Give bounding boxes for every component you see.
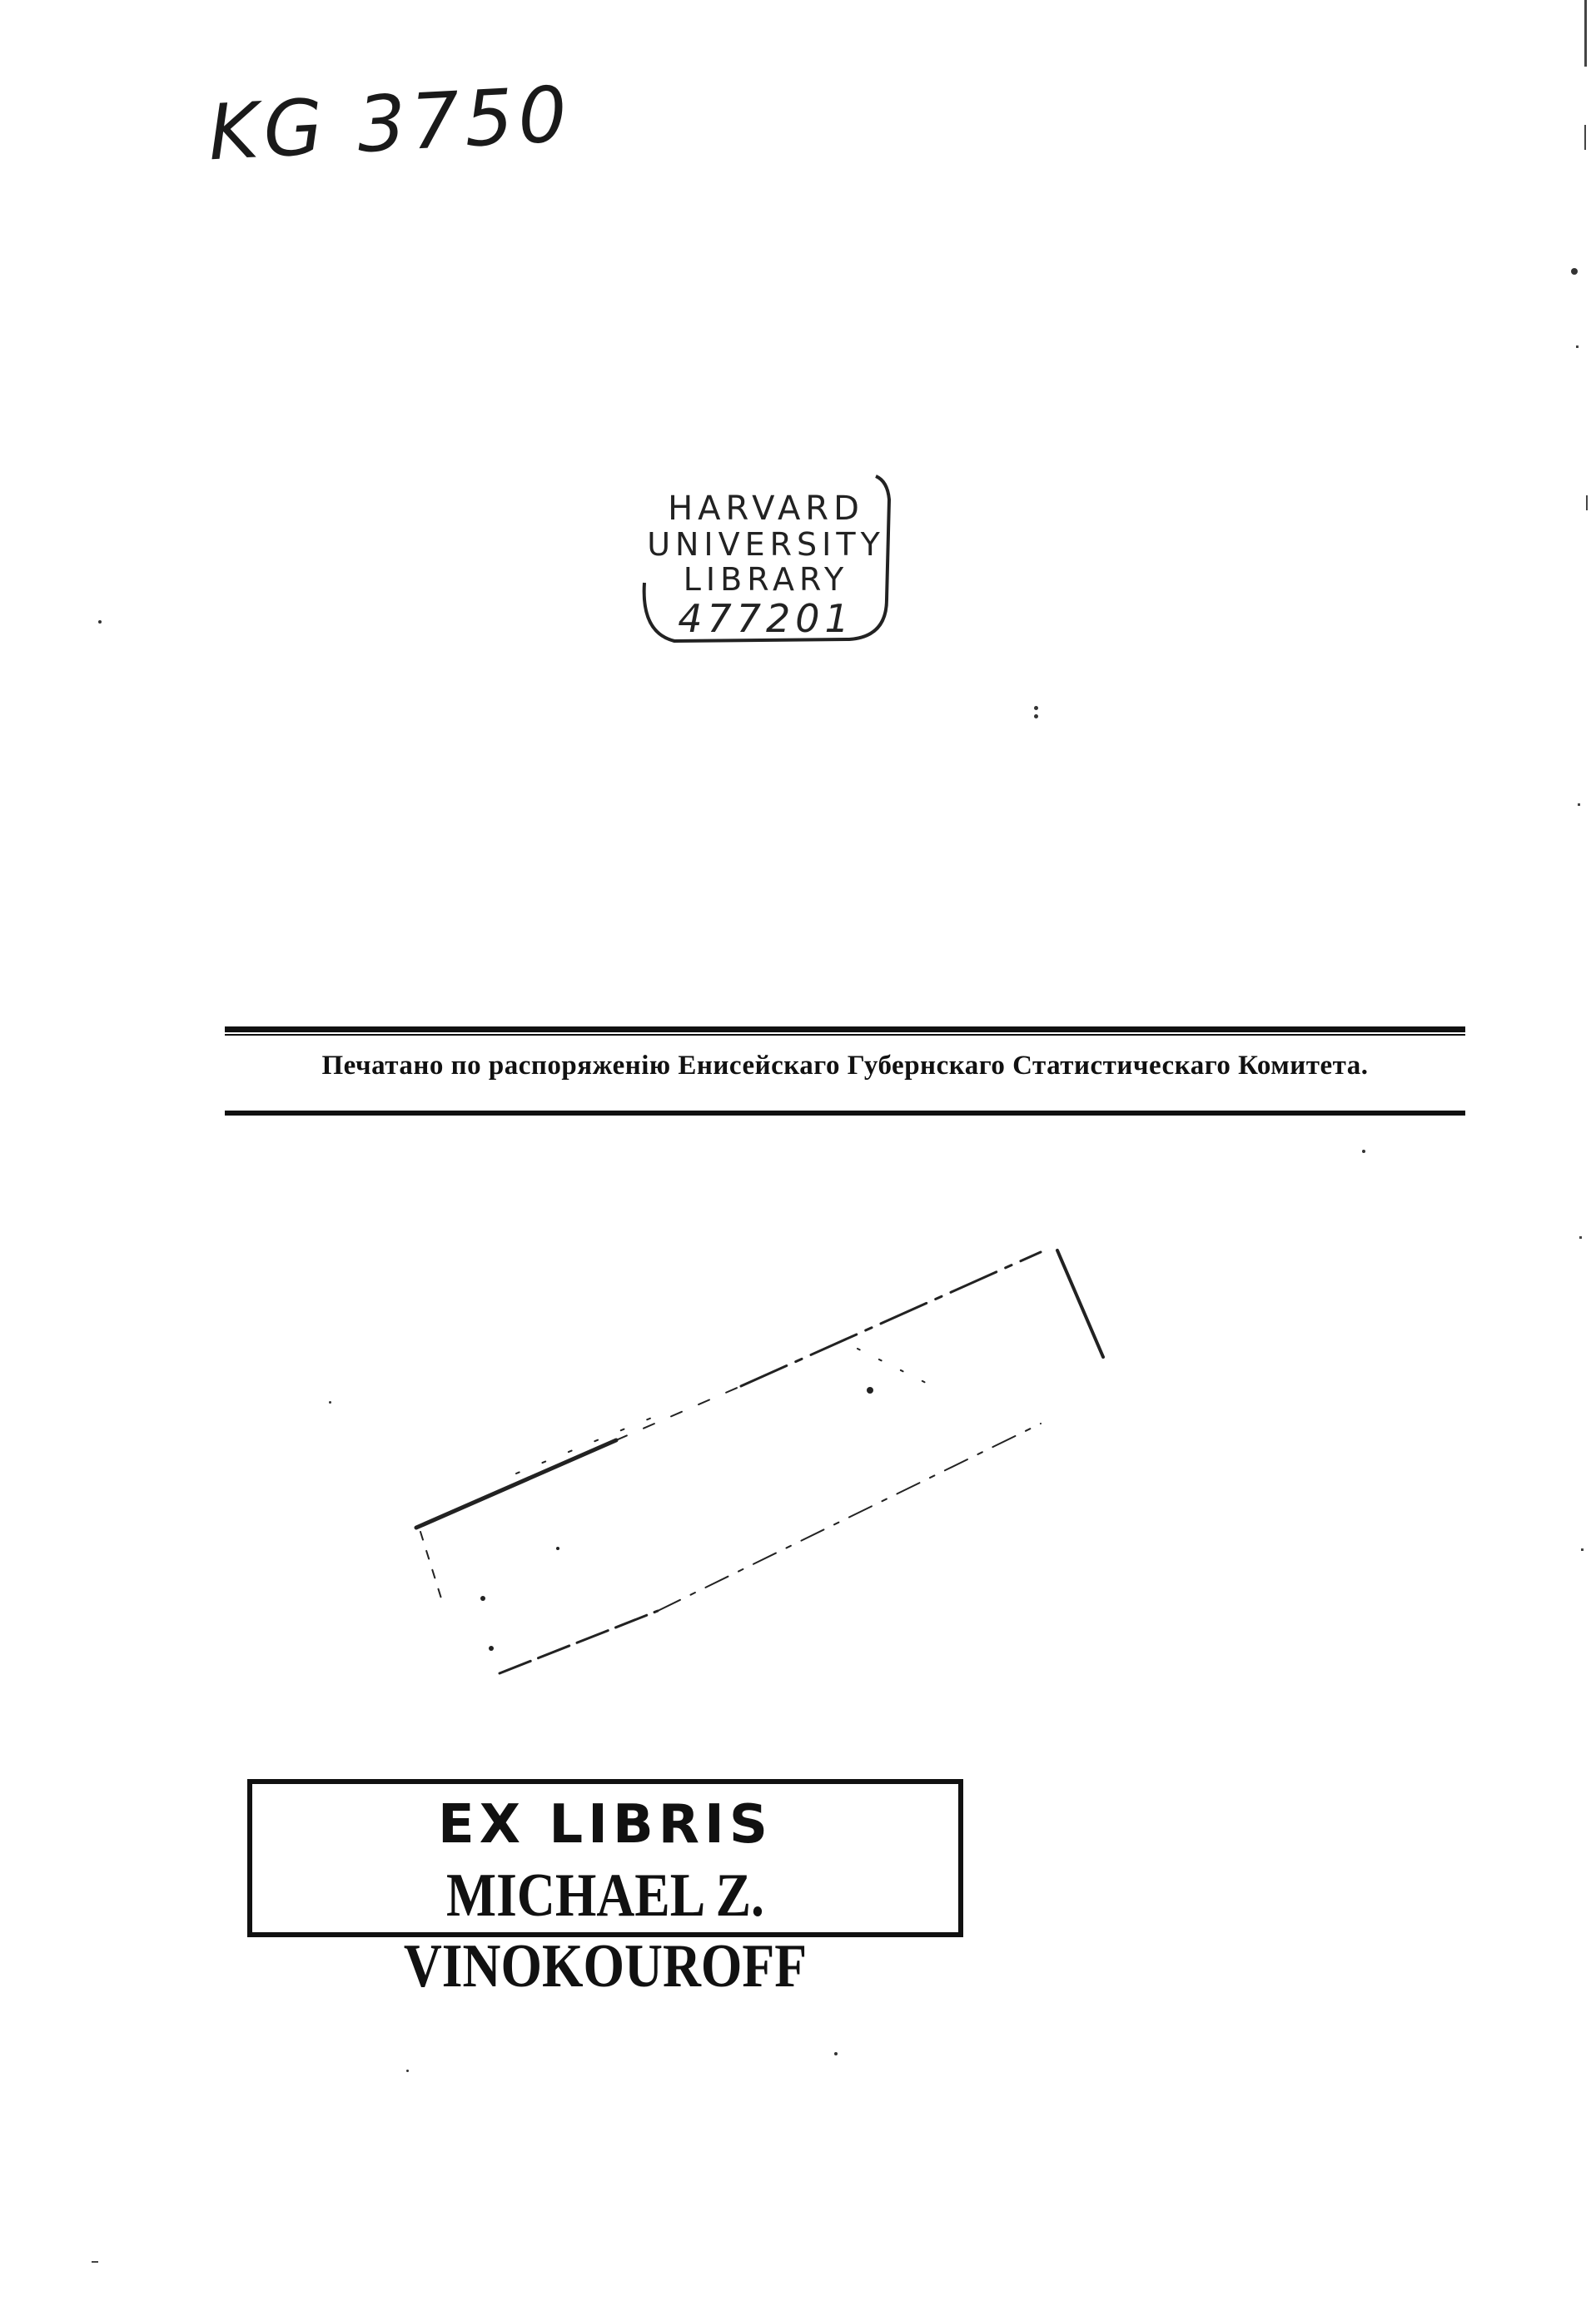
page-edge-mark: [1586, 495, 1588, 510]
harvard-library-stamp: [641, 475, 891, 654]
imprint-rule-top: [225, 1026, 1465, 1032]
ink-speck: [1034, 706, 1038, 710]
ink-speck: [1034, 714, 1038, 718]
imprint-rule-top-thin: [225, 1034, 1465, 1036]
ink-speck: [1362, 1150, 1365, 1153]
page-edge-mark: [92, 2261, 98, 2263]
page-edge-mark: [1576, 345, 1579, 348]
stamp-line-1: HARVARD: [668, 490, 864, 528]
stamp-line-3: LIBRARY: [683, 561, 849, 598]
ex-libris-heading: EX LIBRIS: [438, 1794, 773, 1856]
ex-libris-bookplate-stamp: [247, 1779, 963, 2000]
stamp-accession-number: 477201: [678, 596, 854, 641]
page-edge-mark: [1579, 1236, 1582, 1239]
page-edge-mark: [1584, 125, 1586, 150]
imprint-rule-bottom: [225, 1111, 1465, 1116]
handwritten-shelfmark: KG 3750: [206, 69, 574, 178]
imprint-notice: Печатано по распоряженію Енисейскаго Губернскаго Статистическаго Комитета.: [321, 1051, 1369, 1081]
page-edge-mark: [1581, 1548, 1584, 1551]
page-edge-mark: [1584, 0, 1587, 67]
page-edge-mark: [1578, 803, 1580, 806]
ink-speck: [329, 1401, 331, 1404]
stamp-line-2: UNIVERSITY: [647, 526, 885, 563]
ex-libris-owner-name: MICHAEL Z. VINOKOUROFF: [403, 1861, 808, 2000]
faded-diagonal-stamp: [391, 1232, 1124, 1698]
ink-speck: [834, 2052, 838, 2055]
ink-speck: [98, 620, 102, 624]
ink-speck: [1571, 268, 1578, 275]
ink-speck: [406, 2070, 409, 2072]
